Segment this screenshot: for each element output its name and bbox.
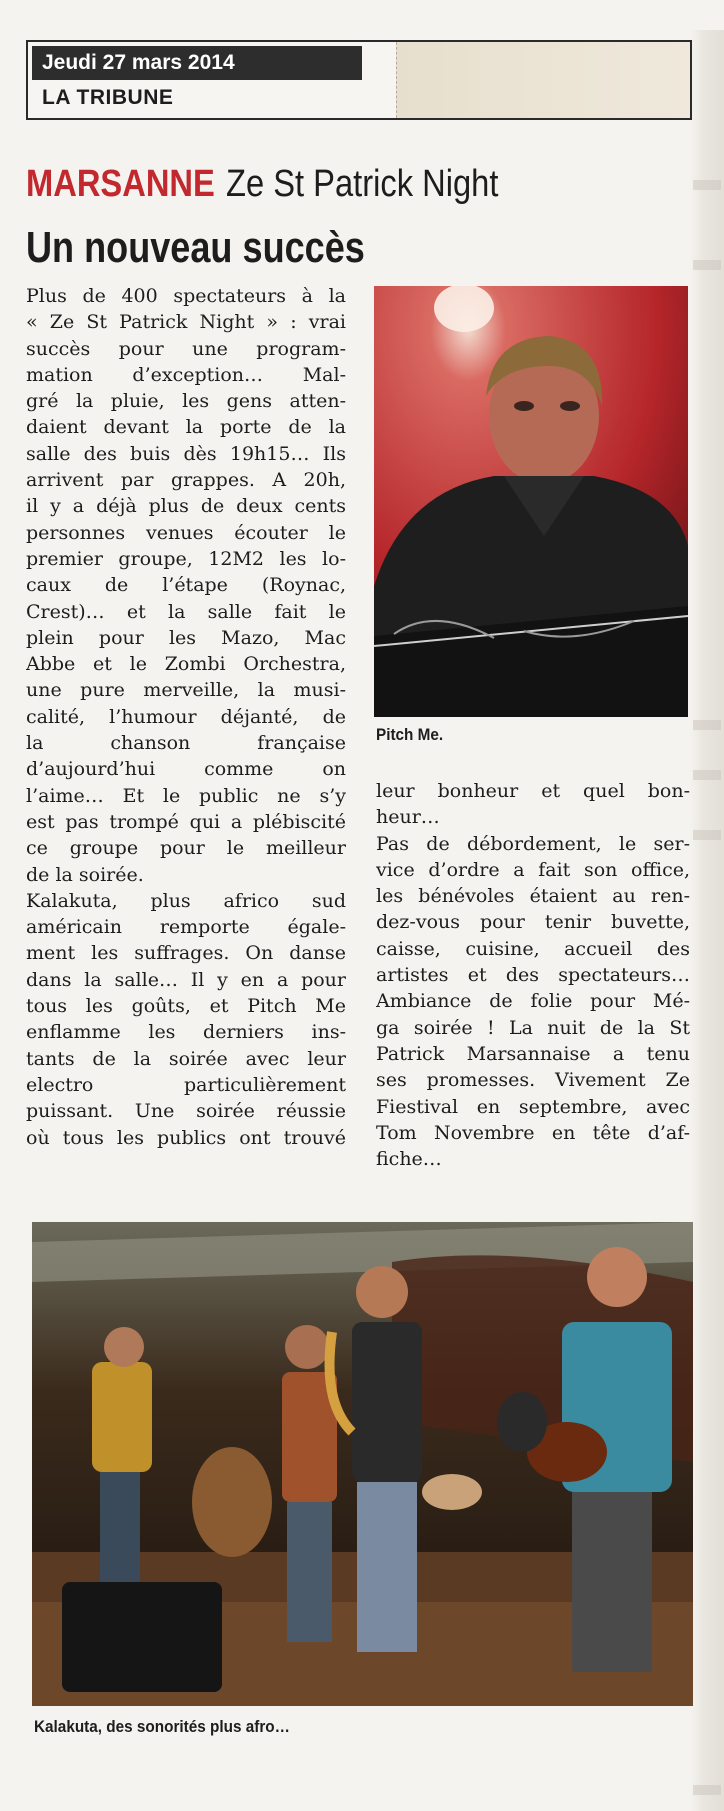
text-line: Ambiance de folie pour Mé- bbox=[376, 990, 690, 1013]
text-line: plein pour les Mazo, Mac bbox=[26, 626, 346, 649]
text-line: Fiestival en septembre, avec bbox=[376, 1095, 690, 1118]
text-line: calité, l’humour déjanté, de bbox=[26, 705, 346, 728]
text-line: caux de l’étape (Roynac, bbox=[26, 574, 346, 597]
text-line: Patrick Marsannaise a tenu bbox=[376, 1042, 690, 1065]
text-line: « Ze St Patrick Night » : vrai bbox=[26, 311, 346, 334]
text-line: daient devant la porte de la bbox=[26, 416, 346, 439]
text-line: vice d’ordre a fait son office, bbox=[376, 858, 690, 881]
photo-caption-pitch-me: Pitch Me. bbox=[376, 725, 444, 744]
text-line: de la soirée. bbox=[26, 863, 144, 886]
text-line: il y a déjà plus de deux cents bbox=[26, 495, 346, 518]
text-line: américain remporte égale- bbox=[26, 916, 346, 939]
text-line: ses promesses. Vivement Ze bbox=[376, 1069, 690, 1092]
text-line: puissant. Une soirée réussie bbox=[26, 1100, 346, 1123]
text-line: premier groupe, 12M2 les lo- bbox=[26, 547, 346, 570]
page-header bbox=[26, 40, 692, 120]
text-line: personnes venues écouter le bbox=[26, 521, 346, 544]
article-column-1 bbox=[26, 283, 346, 1151]
text-line: où tous les publics ont trouvé bbox=[26, 1126, 346, 1149]
text-line: mation d’exception… Mal- bbox=[26, 363, 346, 386]
text-line: ment les suffrages. On danse bbox=[26, 942, 346, 965]
text-line: l’aime… Et le public ne s’y bbox=[26, 784, 346, 807]
keyboardist-photo-illustration bbox=[374, 286, 688, 717]
text-line: est pas trompé qui a plébiscité bbox=[26, 810, 346, 833]
text-line: Kalakuta, plus africo sud bbox=[26, 889, 346, 912]
text-line: Abbe et le Zombi Orchestra, bbox=[26, 653, 346, 676]
text-line: Crest)… et la salle fait le bbox=[26, 600, 346, 623]
text-line: dans la salle… Il y en a pour bbox=[26, 968, 346, 991]
text-line: succès pour une program- bbox=[26, 337, 346, 360]
photo-caption-kalakuta: Kalakuta, des sonorités plus afro… bbox=[34, 1717, 290, 1736]
text-line: salle des buis dès 19h15… Ils bbox=[26, 442, 346, 465]
text-line: dez-vous pour tenir buvette, bbox=[376, 911, 690, 934]
kicker bbox=[26, 162, 499, 206]
article-column-2 bbox=[376, 778, 690, 1172]
text-line: gré la pluie, les gens atten- bbox=[26, 390, 346, 413]
text-line: caisse, cuisine, accueil des bbox=[376, 937, 690, 960]
photo-pitch-me bbox=[374, 286, 688, 717]
text-line: arrivent par grappes. A 20h, bbox=[26, 469, 346, 492]
text-line: Plus de 400 spectateurs à la bbox=[26, 285, 346, 307]
event-name: Ze St Patrick Night bbox=[226, 163, 499, 205]
photo-kalakuta bbox=[32, 1222, 693, 1706]
text-line: une pure merveille, la musi- bbox=[26, 679, 346, 702]
text-line: tants de la soirée avec leur bbox=[26, 1047, 346, 1070]
newspaper-name: LA TRIBUNE bbox=[42, 86, 174, 109]
publication-date: Jeudi 27 mars 2014 bbox=[32, 46, 362, 80]
adjacent-paper-strip bbox=[396, 42, 690, 118]
text-line: leur bonheur et quel bon- bbox=[376, 780, 690, 802]
text-line: fiche… bbox=[376, 1148, 442, 1171]
article-headline: Un nouveau succès bbox=[26, 223, 365, 272]
text-line: tous les goûts, et Pitch Me bbox=[26, 995, 346, 1018]
location-label: MARSANNE bbox=[26, 163, 215, 205]
text-line: d’aujourd’hui comme on bbox=[26, 758, 346, 781]
text-line: ga soirée ! La nuit de la St bbox=[376, 1016, 690, 1039]
text-line: la chanson française bbox=[26, 732, 346, 755]
text-line: Pas de débordement, le ser- bbox=[376, 832, 690, 855]
adjacent-column-bleed bbox=[690, 30, 724, 1811]
text-line: heur… bbox=[376, 806, 440, 829]
text-line: artistes et des spectateurs… bbox=[376, 964, 690, 987]
text-line: Tom Novembre en tête d’af- bbox=[376, 1121, 690, 1144]
text-line: ce groupe pour le meilleur bbox=[26, 837, 346, 860]
text-line: electro particulièrement bbox=[26, 1073, 346, 1096]
text-line: enflamme les derniers ins- bbox=[26, 1021, 346, 1044]
band-on-stage-photo-illustration bbox=[32, 1222, 693, 1706]
text-line: les bénévoles étaient au ren- bbox=[376, 885, 690, 908]
